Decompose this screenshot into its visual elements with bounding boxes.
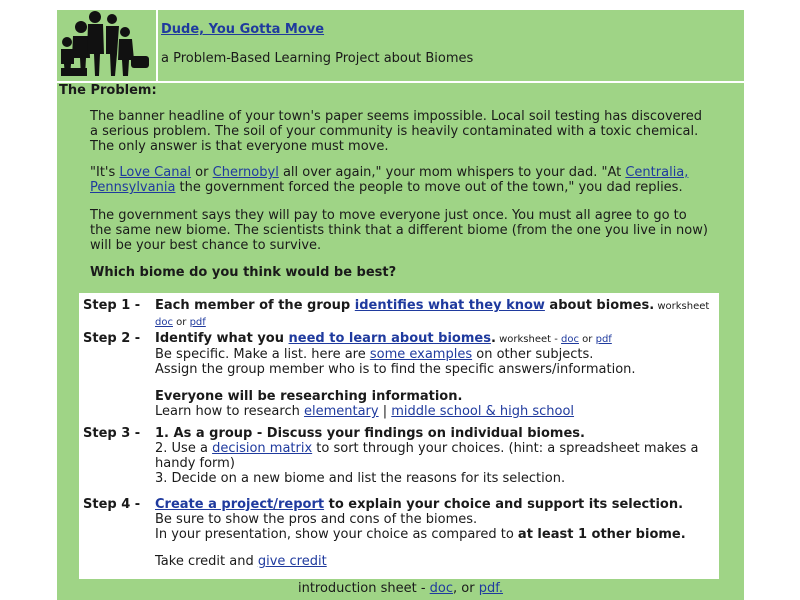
step-4-line-3 (155, 527, 715, 542)
step-2-text-1: Identify what you (155, 331, 289, 346)
step-1-doc-link[interactable]: doc (155, 317, 173, 328)
step-4-text-1: to explain your choice and support its selection. (324, 497, 684, 512)
step-4-l3b: at least 1 other biome (517, 527, 681, 542)
middle-high-school-link[interactable]: middle school & high school (391, 404, 575, 419)
family-silhouette-icon (57, 10, 156, 81)
step-2-line-3: Assign the group member who is to find the specific answers/information. (155, 362, 636, 377)
step-1-label: Step 1 - (83, 298, 141, 313)
step-2-pdf-link[interactable]: pdf (595, 334, 612, 345)
step-3-label: Step 3 - (83, 426, 141, 441)
step-1-worksheet-label: worksheet (654, 301, 710, 312)
step-1-text-2: about biomes. (544, 298, 655, 313)
step-4-line-4 (155, 554, 715, 569)
p2-text-2: or (191, 165, 213, 180)
step-4-l3c: . (680, 527, 686, 542)
step-2-worksheet-label: worksheet - (495, 334, 562, 345)
step-2-text-2: . (490, 331, 496, 346)
give-credit-link[interactable]: give credit (257, 554, 327, 569)
step-2-spacer (155, 377, 715, 389)
some-examples-link[interactable]: some examples (369, 347, 473, 362)
problem-paragraph-1: The banner headline of your town's paper seems impossible. Local soil testing has discovered a serious problem. The soil of your community is heavily contaminated with a toxic chemical. The only answer is that everyone must move. (90, 109, 702, 154)
love-canal-link[interactable]: Love Canal (119, 165, 192, 180)
footer-text-1: introduction sheet - (297, 581, 430, 596)
site-subtitle: a Problem-Based Learning Project about Biomes (161, 51, 474, 66)
step-2-doc-link[interactable]: doc (561, 334, 579, 345)
p2-text-4: the government forced the people to move out of the town," you dad replies. (175, 180, 683, 195)
elementary-link[interactable]: elementary (303, 404, 379, 419)
step-2-l5-sep: | (378, 404, 392, 419)
step-4-l4a: Take credit and (155, 554, 258, 569)
step-2-body (155, 331, 715, 419)
step-2-line-1 (155, 331, 715, 347)
create-project-link[interactable]: Create a project/report (155, 497, 325, 512)
site-title-link[interactable]: Dude, You Gotta Move (161, 22, 325, 37)
step-1-pdf-link[interactable]: pdf (189, 317, 206, 328)
chernobyl-link[interactable]: Chernobyl (212, 165, 279, 180)
step-2-line-5 (155, 404, 715, 419)
step-4-line-2: Be sure to show the pros and cons of the biomes. (155, 512, 478, 527)
step-3-body (155, 426, 715, 486)
step-2-label: Step 2 - (83, 331, 141, 346)
footer-text-2: , or (453, 581, 479, 596)
step-2-l2b: on other subjects. (472, 347, 594, 362)
footer-pdf-link[interactable]: pdf. (478, 581, 504, 596)
problem-heading: The Problem: (59, 83, 157, 98)
header-bar (57, 10, 744, 83)
steps-panel (79, 293, 719, 579)
step-2-line-2 (155, 347, 715, 362)
need-to-learn-link[interactable]: need to learn about biomes (288, 331, 491, 346)
identifies-what-they-know-link[interactable]: identifies what they know (354, 298, 545, 313)
step-4-spacer (155, 542, 715, 554)
problem-paragraph-2 (90, 165, 710, 195)
p2-text-3: all over again," your mom whispers to your dad. "At (278, 165, 626, 180)
biome-question: Which biome do you think would be best? (90, 265, 397, 280)
footer-doc-link[interactable]: doc (429, 581, 454, 596)
step-3-l2b: to sort through your choices. (hint: a spreadsheet makes a handy form) (155, 441, 699, 471)
step-4-body (155, 497, 715, 569)
step-4-l3a: In your presentation, show your choice as compared to (155, 527, 518, 542)
step-4-line-1 (155, 497, 715, 512)
step-2-line-4: Everyone will be researching information. (155, 389, 463, 404)
problem-paragraph-3: The government says they will pay to move everyone just once. You must all agree to go to the same new biome. The scientists think that a different biome (from the one you live in now) will be your best chance to survive. (90, 208, 708, 253)
logo-cell (57, 10, 158, 81)
step-3-line-1: 1. As a group - Discuss your findings on individual biomes. (155, 426, 585, 441)
step-3-line-2 (155, 441, 715, 471)
page-frame (57, 10, 744, 600)
centralia-link[interactable]: Centralia, Pennsylvania (90, 165, 689, 195)
decision-matrix-link[interactable]: decision matrix (212, 441, 313, 456)
step-1-text-1: Each member of the group (155, 298, 355, 313)
step-3-l2a: 2. Use a (155, 441, 213, 456)
p2-text-1: "It's (90, 165, 120, 180)
step-1-body (155, 298, 715, 330)
step-2-or: or (579, 334, 596, 345)
step-4-label: Step 4 - (83, 497, 141, 512)
step-2-l2a: Be specific. Make a list. here are (155, 347, 370, 362)
step-3-line-3: 3. Decide on a new biome and list the reasons for its selection. (155, 471, 566, 486)
step-2-l5a: Learn how to research (155, 404, 304, 419)
footer (57, 581, 744, 596)
step-1-or: or (172, 317, 190, 328)
